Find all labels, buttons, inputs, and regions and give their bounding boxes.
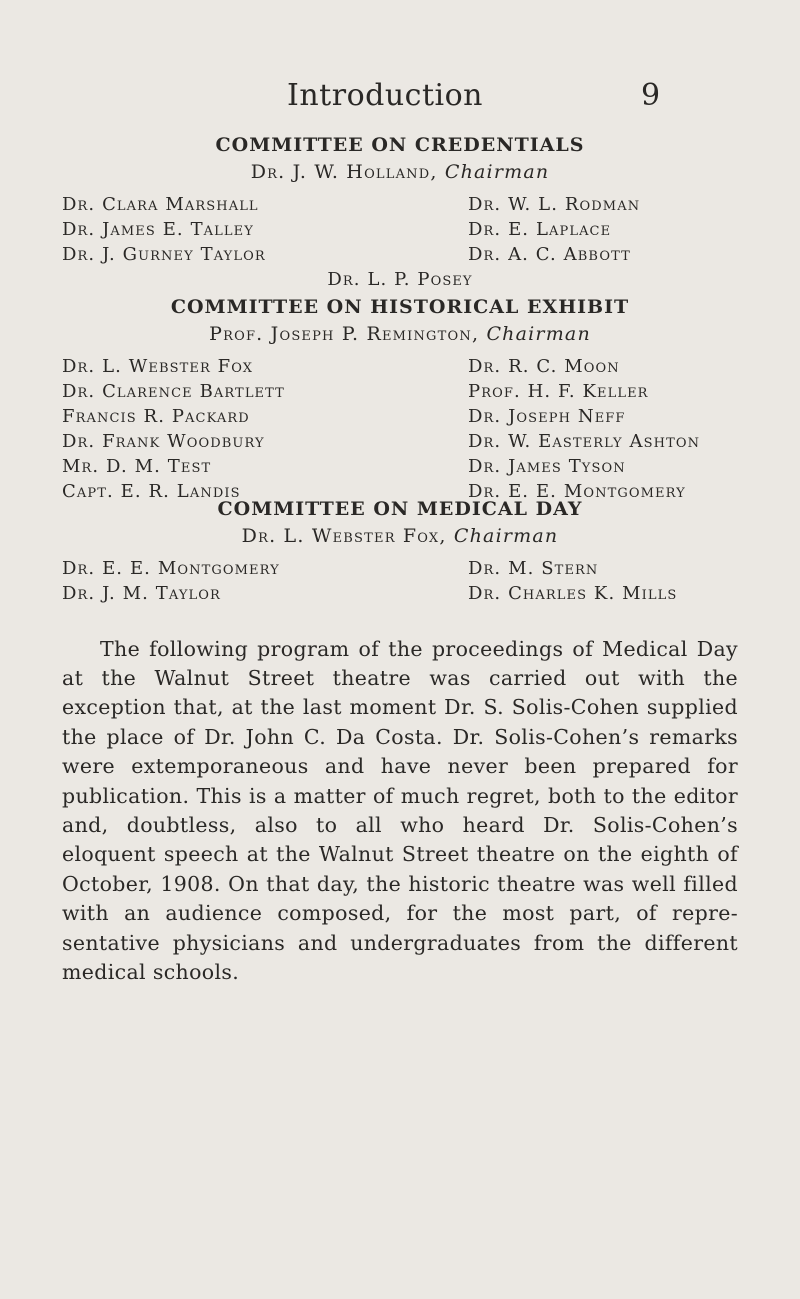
member-name: Capt. E. R. Landis <box>62 481 241 502</box>
running-title: Introduction <box>287 78 483 113</box>
member-name: Dr. Frank Woodbury <box>62 431 265 452</box>
chairman-name: Prof. Joseph P. Remington, <box>209 323 487 345</box>
member-name: Prof. H. F. Keller <box>468 381 649 402</box>
member-list <box>0 192 800 292</box>
committee-historical-exhibit <box>0 294 800 504</box>
chairman-role: Chairman <box>453 525 559 547</box>
member-name: Dr. James E. Talley <box>62 219 254 240</box>
member-name: Dr. W. Easterly Ashton <box>468 431 701 452</box>
committee-medical-day <box>0 496 800 606</box>
committee-title: COMMITTEE ON HISTORICAL EXHIBIT <box>170 296 630 318</box>
member-name: Dr. Clarence Bartlett <box>62 381 285 402</box>
committee-title: COMMITTEE ON MEDICAL DAY <box>217 498 583 520</box>
member-name: Dr. Charles K. Mills <box>468 583 678 604</box>
member-name: Dr. E. E. Montgomery <box>468 481 686 502</box>
member-row <box>0 217 800 242</box>
committee-chairman <box>0 320 800 348</box>
chairman-name: Dr. J. W. Holland, <box>250 161 445 183</box>
member-name: Dr. James Tyson <box>468 456 626 477</box>
member-row <box>0 556 800 581</box>
member-name: Dr. E. E. Montgomery <box>62 558 280 579</box>
member-name: Francis R. Packard <box>62 406 250 427</box>
member-name: Dr. L. P. Posey <box>327 269 473 290</box>
committee-credentials <box>0 132 800 292</box>
member-row <box>0 581 800 606</box>
page-number: 9 <box>641 78 661 113</box>
member-name: Dr. Clara Marshall <box>62 194 259 215</box>
member-row <box>0 354 800 379</box>
member-name: Dr. J. M. Taylor <box>62 583 221 604</box>
member-name: Dr. W. L. Rodman <box>468 194 641 215</box>
running-head <box>0 78 800 118</box>
chairman-role: Chairman <box>486 323 591 345</box>
member-name: Dr. Joseph Neff <box>468 406 626 427</box>
member-name: Dr. L. Webster Fox <box>62 356 254 377</box>
member-row <box>0 242 800 267</box>
committee-chairman <box>0 522 800 550</box>
member-row <box>0 454 800 479</box>
committee-chairman <box>0 158 800 186</box>
member-list <box>0 354 800 504</box>
body-paragraph: The following program of the proceedings of Medical Day at the Walnut Street theatre was carried out with the exception that, at the last moment Dr. S. Solis-Cohen supplied the place of Dr. John C. Da Costa. Dr. Solis-Cohen’s remarks were extemporaneous and have never been prepared for publication. This is a matter of much regret, both to the editor and, doubtless, also to all who heard Dr. Solis-Cohen’s eloquent speech at the Walnut Street theatre on the eighth of October, 1908. On that day, the historic theatre was well filled with an audience composed, for the most part, of repre-sentative physicians and undergraduates from the different medical schools. <box>62 636 738 984</box>
member-row <box>0 379 800 404</box>
member-name: Dr. M. Stern <box>468 558 599 579</box>
member-name: Dr. R. C. Moon <box>468 356 620 377</box>
member-row <box>0 404 800 429</box>
member-name: Dr. J. Gurney Taylor <box>62 244 266 265</box>
member-row <box>0 192 800 217</box>
member-name: Dr. E. Laplace <box>468 219 612 240</box>
member-row <box>0 429 800 454</box>
chairman-role: Chairman <box>444 161 550 183</box>
committee-title: COMMITTEE ON CREDENTIALS <box>215 134 585 156</box>
member-name: Dr. A. C. Abbott <box>468 244 631 265</box>
chairman-name: Dr. L. Webster Fox, <box>241 525 454 547</box>
member-name: Mr. D. M. Test <box>62 456 212 477</box>
member-list <box>0 556 800 606</box>
